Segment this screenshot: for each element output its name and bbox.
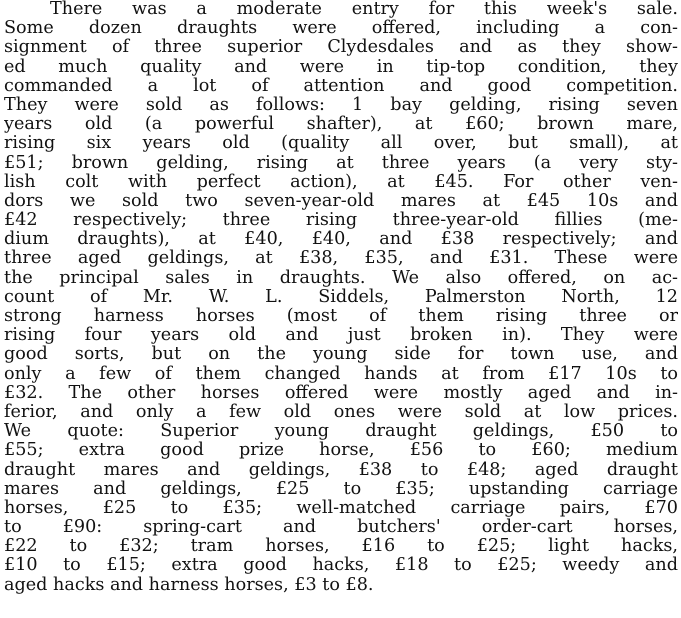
- article-line: aged hacks and harness horses, £3 to £8.: [4, 575, 374, 595]
- article-line: They were sold as follows: 1 bay gelding, rising seven: [4, 95, 678, 115]
- article-line: Some dozen draughts were offered, including a con-: [4, 19, 678, 39]
- article-line: commanded a lot of attention and good competition.: [4, 76, 678, 96]
- article-line: years old (a powerful shafter), at £60; brown mare,: [4, 115, 678, 135]
- article-line: rising six years old (quality all over, but small), at: [4, 134, 678, 154]
- newspaper-clipping: [4, 0, 678, 618]
- article-line: dors we sold two seven-year-old mares at £45 10s and: [4, 191, 678, 211]
- article-line: ferior, and only a few old ones were sold at low prices.: [4, 402, 678, 422]
- article-line: signment of three superior Clydesdales and as they show-: [4, 38, 678, 58]
- article-line: There was a moderate entry for this week's sale.: [50, 0, 678, 19]
- article-line: good sorts, but on the young side for town use, and: [4, 345, 678, 365]
- article-line: £55; extra good prize horse, £56 to £60; medium: [4, 441, 678, 461]
- article-line: £51; brown gelding, rising at three years (a very sty-: [4, 153, 678, 173]
- article-line: We quote: Superior young draught geldings, £50 to: [4, 422, 678, 442]
- article-line: lish colt with perfect action), at £45. For other ven-: [4, 172, 678, 192]
- article-line: £22 to £32; tram horses, £16 to £25; light hacks,: [4, 537, 678, 557]
- article-line: dium draughts), at £40, £40, and £38 respectively; and: [4, 230, 678, 250]
- article-line: count of Mr. W. L. Siddels, Palmerston North, 12: [4, 287, 678, 307]
- article-line: £10 to £15; extra good hacks, £18 to £25; weedy and: [4, 556, 678, 576]
- article-line: £42 respectively; three rising three-year-old fillies (me-: [4, 211, 678, 231]
- article-line: ed much quality and were in tip-top condition, they: [4, 57, 678, 77]
- article-line: strong harness horses (most of them rising three or: [4, 307, 678, 326]
- article-line: to £90: spring-cart and butchers' order-cart horses,: [4, 518, 678, 538]
- article-line: rising four years old and just broken in). They were: [4, 326, 678, 346]
- article-line: the principal sales in draughts. We also offered, on ac-: [4, 268, 678, 288]
- article-line: only a few of them changed hands at from £17 10s to: [4, 364, 678, 384]
- article-line: three aged geldings, at £38, £35, and £31. These were: [4, 249, 678, 269]
- article-line: mares and geldings, £25 to £35; upstanding carriage: [4, 479, 678, 499]
- article-line: draught mares and geldings, £38 to £48; aged draught: [4, 460, 678, 480]
- article-text: [4, 0, 678, 595]
- article-line: £32. The other horses offered were mostly aged and in-: [4, 383, 678, 403]
- article-line: horses, £25 to £35; well-matched carriage pairs, £70: [4, 498, 678, 518]
